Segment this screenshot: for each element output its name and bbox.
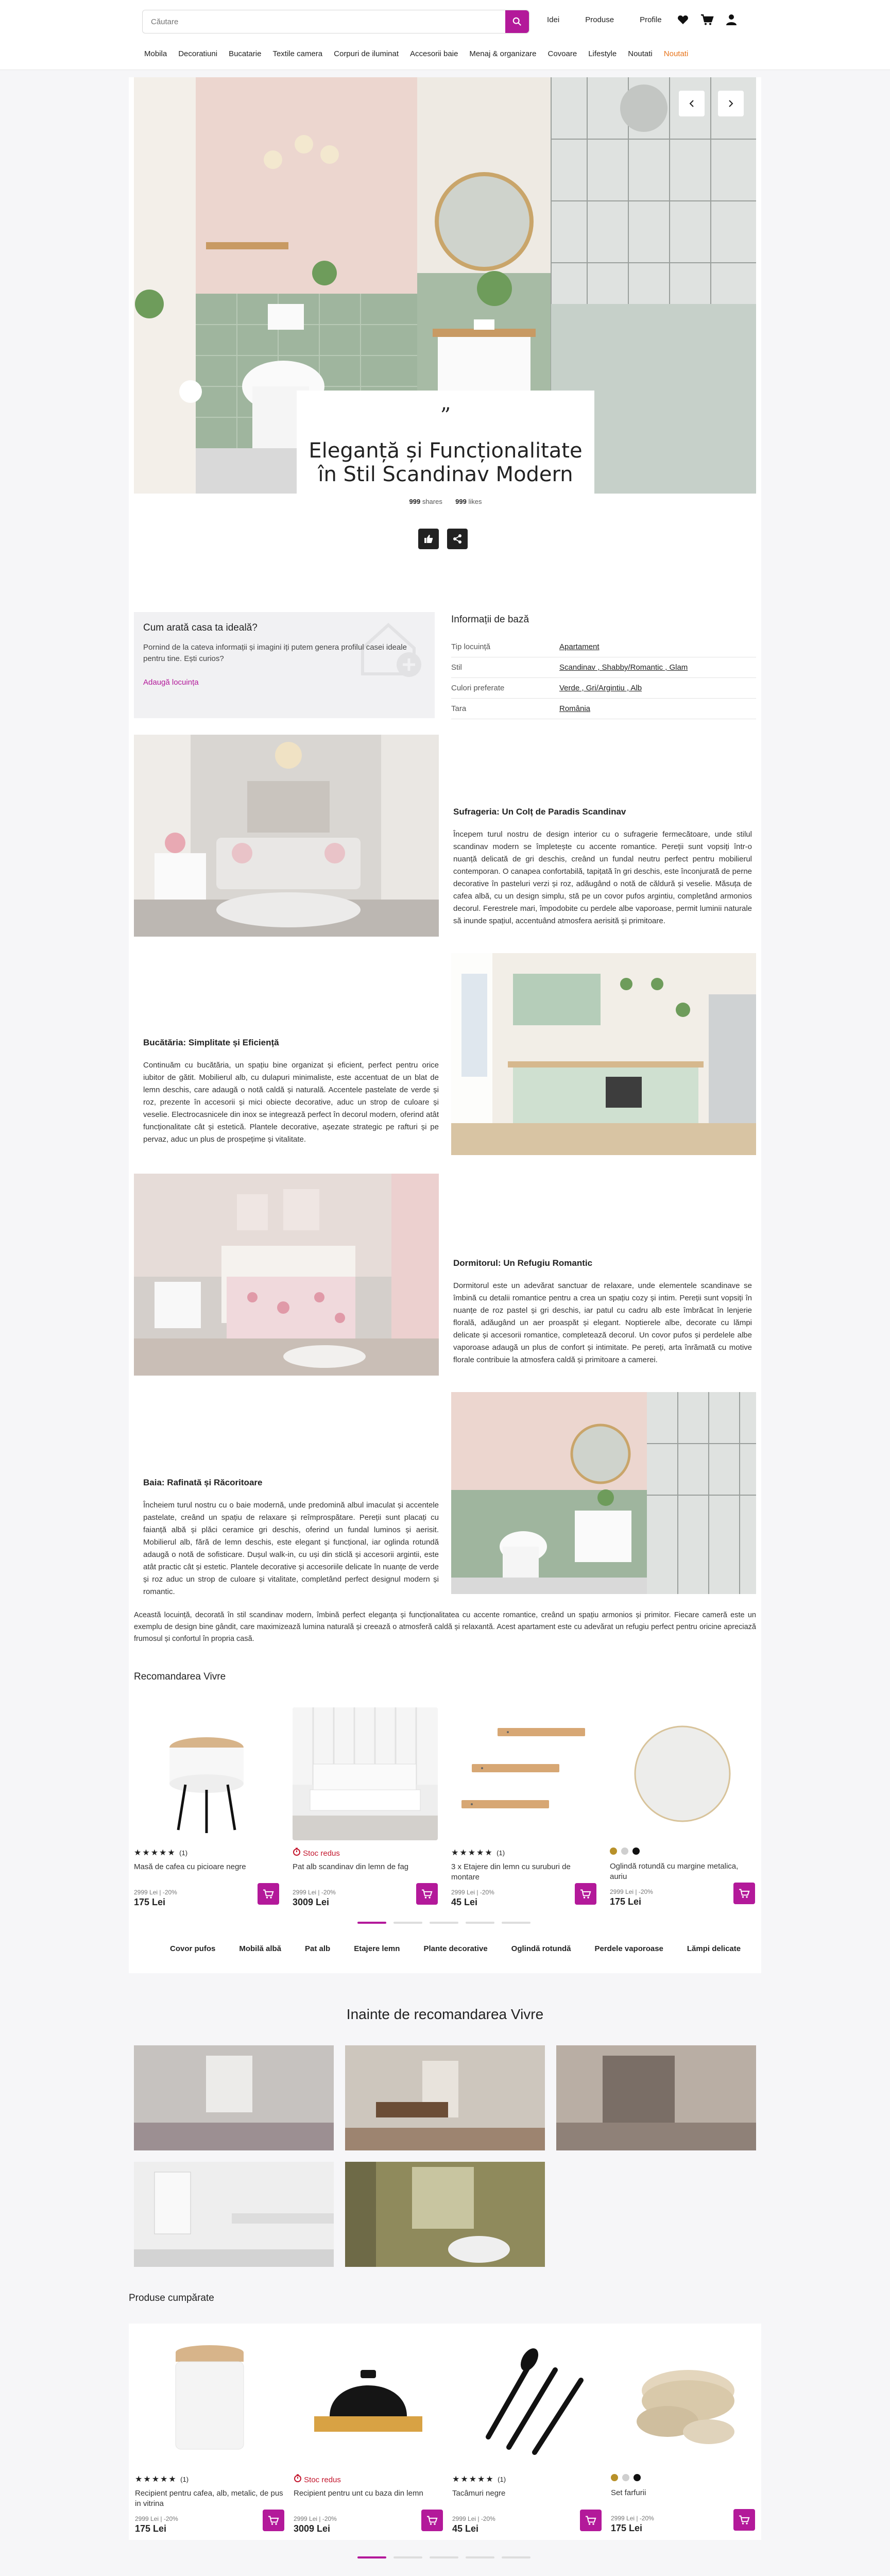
section-title: Bucătăria: Simplitate și Eficiență [143,1038,279,1047]
product-image [611,2334,755,2467]
section-title: Sufrageria: Un Colț de Paradis Scandinav [453,807,626,817]
cart-icon [421,1889,433,1899]
living-room-image [134,735,439,937]
likes-count: 999 [455,498,467,505]
info-row [451,678,756,699]
product-card[interactable] [452,2334,602,2534]
carousel-dot[interactable] [502,2556,530,2558]
carousel-dot[interactable] [430,1922,458,1924]
cart-icon [263,1889,274,1899]
product-name: Recipient pentru cafea, alb, metalic, de pus in vitrina [135,2489,283,2508]
cart-icon[interactable] [700,13,714,26]
old-price: 2999 Lei | -20% [134,1889,177,1896]
add-to-cart-button[interactable] [263,2510,284,2531]
product-card[interactable] [610,1707,755,1907]
hero-stats [297,498,594,505]
tag-link[interactable]: Etajere lemn [354,1944,400,1953]
search-icon [512,17,522,26]
nav-covoare[interactable]: Covoare [547,49,577,58]
before-title: Inainte de recomandarea Vivre [346,2006,544,2022]
carousel-dot[interactable] [430,2556,458,2558]
product-image [293,1707,438,1840]
color-swatches [610,1848,755,1857]
info-key: Stil [451,663,462,672]
carousel-dot[interactable] [357,1922,386,1924]
info-value-link[interactable]: Scandinav , Shabby/Romantic , Glam [559,663,688,672]
chevron-right-icon [727,99,735,108]
product-name: Masă de cafea cu picioare negre [134,1862,246,1871]
info-row [451,699,756,719]
tag-link[interactable]: Perdele vaporoase [594,1944,663,1953]
info-value-link[interactable]: Apartament [559,642,600,651]
product-image [134,1707,279,1840]
basic-info-title: Informații de bază [451,614,529,625]
product-card[interactable] [135,2334,284,2534]
carousel-dot[interactable] [502,1922,530,1924]
summary-paragraph: Această locuință, decorată în stil scandinav modern, îmbină perfect eleganța și funcționalitatea cu accente romantice, creând un spațiu armonios și primitor. Fiecare cameră este un exemplu de design bine gândit, care maximizează lumina naturală și creează o atmosferă caldă și relaxantă. Acest apartament este cu adevărat un refugiu perfect pentru oricine apreciază frumosul și confortul în propria casă. [134,1611,756,1643]
section-text: Dormitorul este un adevărat sanctuar de relaxare, unde elementele scandinave se îmbină cu detalii romantice pentru a crea un spațiu cozy și intim. Pereții sunt vopsiți în nuanțe de roz pastel și gri deschis, iar patul cu cadru alb este îmbrăcat în lenjerie florală, adăugând un aer proaspăt și elegant. Noptierele albe, decorate cu lămpi delicate și accesorii romantice, completează decorul. Un covor pufos și perdelele albe vaporoase adaugă un plus de confort și intimitate. Pe pereți, arta înrămată cu motive florale contribuie la atmosfera caldă și primitoare a camerei. [453,1281,752,1364]
section-text: Începem turul nostru de design interior cu o sufragerie fermecătoare, unde stilul scandinav modern se împletește cu accente romantice. Pereții sunt vopsiți într-o nuanță delicată de gri deschis, creând un fundal neutru perfect pentru mobilierul contemporan. O canapea confortabilă, tapițată în gri deschis, este înconjurată de perne decorative în pasteluri verzi și roz, adăugând o notă de căldură și veselie. Măsuța de cafea albă, cu un design simplu, stă pe un covor pufos argintiu, completând armonios decorul. Ferestrele mari, împodobite cu perdele albe vaporoase, permit luminii naturale să inunde spațiul, accentuând atmosfera aerisită și primitoare. [453,830,752,925]
bathroom-image [451,1392,756,1594]
rating-stars: ★★★★★ (1) [135,2475,189,2484]
cart-icon [585,2515,596,2526]
timer-icon [293,1848,301,1856]
add-to-cart-button[interactable] [580,2510,602,2531]
color-swatch-gold[interactable] [611,2474,618,2481]
bought-title: Produse cumpărate [129,2293,214,2303]
before-photo[interactable] [556,2045,756,2150]
add-to-cart-button[interactable] [733,2509,755,2531]
reco-title: Recomandarea Vivre [134,1671,226,1682]
basic-info-table [451,614,756,719]
carousel-dot[interactable] [466,2556,494,2558]
add-to-cart-button[interactable] [416,1883,438,1905]
section-text: Încheiem turul nostru cu o baie modernă, unde predomină albul imaculat și accentele pastelate, creând un spațiu de relaxare și reîmprospătare. Pereții sunt placați cu faianță albă și plăci ceramice gri deschis, oferind un fundal luminos și aerisit. Mobilierul alb, fără de lemn deschis, este elegant și funcțional, iar oglinda rotundă adaugă o notă de sofisticare. Dușul walk-in, cu uși din sticlă și accesorii argintii, este atât practic cât și estetic. Plantele decorative și accesoriile delicate în nuanțe de verde și roz aduc un strop de culoare și vitalitate, completând perfect designul modern și romantic. [143,1501,439,1596]
site-header [0,0,890,70]
nav-noutati[interactable]: Noutati [628,49,653,58]
product-name: Pat alb scandinav din lemn de fag [293,1862,409,1871]
product-image [610,1707,755,1840]
section-bath [143,1477,439,1598]
info-key: Tara [451,704,467,713]
carousel-dot[interactable] [466,1922,494,1924]
old-price: 2999 Lei | -20% [294,2515,337,2522]
tag-link[interactable]: Pat alb [305,1944,331,1953]
bedroom-image [134,1174,439,1376]
search-button[interactable] [505,10,529,33]
old-price: 2999 Lei | -20% [135,2515,178,2522]
tag-link[interactable]: Plante decorative [423,1944,488,1953]
old-price: 2999 Lei | -20% [451,1889,494,1896]
carousel-dot[interactable] [393,2556,422,2558]
quote-mark: ” [440,404,451,428]
section-living [453,806,752,927]
hero-prev-button[interactable] [679,91,705,116]
section-text: Continuăm cu bucătăria, un spațiu bine organizat și eficient, perfect pentru orice iubitor de gătit. Mobilierul alb, cu dulapuri minimaliste, este accentuat de un blat de lemn deschis, care adaugă o notă caldă și naturală. Accentele pastelate de verde și roz, prezente în accesorii și mici obiecte decorative, aduc un strop de culoare și veselie. Electrocasnicele din inox se integrează perfect în decorul modern, oferind atât funcționalitate cât și estetică. Plantele decorative, așezate strategic pe rafturi și pe pervaz, aduc un plus de prospețime și vitalitate. [143,1061,439,1144]
info-key: Tip locuință [451,642,491,651]
color-swatch-silver[interactable] [621,1848,628,1855]
tag-link[interactable]: Covor pufos [170,1944,216,1953]
section-bedroom [453,1257,752,1366]
cart-icon [426,2515,438,2526]
product-name: 3 x Etajere din lemn cu suruburi de montare [451,1862,571,1882]
low-stock-badge: Stoc redus [294,2474,443,2484]
top-link-produse[interactable]: Produse [585,15,614,24]
product-price: 3009 Lei [293,1897,330,1907]
product-price: 175 Lei [611,2523,643,2533]
product-name: Tacâmuri negre [452,2489,506,2498]
nav-corpuri-iluminat[interactable]: Corpuri de iluminat [334,49,399,58]
top-link-profile[interactable]: Profile [640,15,662,24]
product-image [452,2334,602,2467]
old-price: 2999 Lei | -20% [610,1888,653,1895]
nav-noutati-highlight[interactable]: Noutati [663,49,689,58]
nav-decoratiuni[interactable]: Decoratiuni [178,49,218,58]
cart-icon [268,2515,279,2526]
add-to-cart-button[interactable] [421,2510,443,2531]
nav-menaj-organizare[interactable]: Menaj & organizare [469,49,537,58]
add-home-link[interactable]: Adaugă locuința [143,678,199,687]
rating-stars: ★★★★★ (1) [452,2475,506,2484]
before-photo[interactable] [134,2162,334,2267]
ideal-house-text: Pornind de la cateva informații și imagini iți putem genera profilul casei ideale pentru tine. Ești curios? [143,643,407,663]
thumbs-up-icon [423,534,434,544]
product-card[interactable] [294,2334,443,2534]
section-title: Baia: Rafinată și Răcoritoare [143,1478,263,1487]
color-swatch-black[interactable] [634,2474,641,2481]
nav-textile-camera[interactable]: Textile camera [272,49,323,58]
product-card[interactable] [451,1707,596,1908]
nav-mobila[interactable]: Mobila [144,49,167,58]
tag-link[interactable]: Mobilă albă [239,1944,282,1953]
add-to-cart-button[interactable] [575,1883,596,1905]
likes-label: likes [468,498,482,505]
timer-icon [294,2474,302,2482]
search-box [142,10,529,33]
product-price: 175 Lei [134,1897,166,1907]
nav-accesorii-baie[interactable]: Accesorii baie [410,49,458,58]
color-swatches [611,2474,755,2484]
product-name: Set farfurii [611,2488,646,2497]
old-price: 2999 Lei | -20% [293,1889,336,1896]
product-price: 175 Lei [135,2523,167,2534]
old-price: 2999 Lei | -20% [452,2515,495,2522]
user-icon[interactable] [725,13,738,26]
hero-title-box [297,391,594,544]
hero-next-button[interactable] [718,91,744,116]
color-swatch-silver[interactable] [622,2474,629,2481]
info-value-link[interactable]: România [559,704,591,713]
product-image [451,1707,596,1840]
kitchen-image [451,953,756,1155]
share-button[interactable] [447,529,468,549]
product-price: 3009 Lei [294,2523,331,2534]
color-swatch-gold[interactable] [610,1848,617,1855]
info-row [451,637,756,657]
before-photo[interactable] [345,2045,545,2150]
product-image [294,2334,443,2467]
share-icon [452,534,463,544]
product-card[interactable] [293,1707,438,1908]
tag-link[interactable]: Oglindă rotundă [511,1944,571,1953]
product-image [135,2334,284,2467]
ideal-house-box [134,612,435,718]
tag-link[interactable]: Lămpi delicate [687,1944,741,1953]
nav-bucatarie[interactable]: Bucatarie [229,49,262,58]
old-price: 2999 Lei | -20% [611,2515,654,2522]
low-stock-badge: Stoc redus [293,1848,438,1858]
add-to-cart-button[interactable] [733,1883,755,1904]
section-title: Dormitorul: Un Refugiu Romantic [453,1258,593,1268]
top-link-idei[interactable]: Idei [547,15,560,24]
like-button[interactable] [418,529,439,549]
cart-icon [580,1889,591,1899]
before-photo[interactable] [345,2162,545,2267]
product-price: 175 Lei [610,1896,642,1907]
search-input[interactable] [143,10,498,33]
product-card[interactable] [611,2334,755,2534]
cart-icon [739,1888,750,1899]
shares-count: 999 [409,498,421,505]
rating-stars: ★★★★★ (1) [451,1849,505,1857]
section-kitchen [143,1037,439,1146]
cart-icon [739,2515,750,2525]
shares-label: shares [422,498,442,505]
product-price: 45 Lei [452,2523,479,2534]
add-to-cart-button[interactable] [258,1883,279,1905]
product-name: Recipient pentru unt cu baza din lemn [294,2489,423,2498]
page-title: Eleganță și Funcționalitate în Stil Scandinav Modern [309,439,583,486]
rating-stars: ★★★★★ (1) [134,1849,188,1857]
heart-icon[interactable] [677,13,689,26]
carousel-dot[interactable] [357,2556,386,2558]
category-nav [144,49,699,58]
product-card[interactable] [134,1707,279,1908]
info-row [451,657,756,678]
color-swatch-black[interactable] [632,1848,640,1855]
nav-lifestyle[interactable]: Lifestyle [588,49,617,58]
product-name: Oglindă rotundă cu margine metalica, auriu [610,1862,739,1881]
product-tags [170,1944,741,1953]
info-value-link[interactable]: Verde , Gri/Argintiu , Alb [559,684,642,692]
product-price: 45 Lei [451,1897,478,1907]
carousel-dot[interactable] [393,1922,422,1924]
bought-carousel-dots [357,2556,530,2558]
info-key: Culori preferate [451,684,505,692]
chevron-left-icon [688,99,696,108]
reco-carousel-dots [357,1922,530,1924]
before-photo[interactable] [134,2045,334,2150]
ideal-house-title: Cum arată casa ta ideală? [143,622,258,633]
